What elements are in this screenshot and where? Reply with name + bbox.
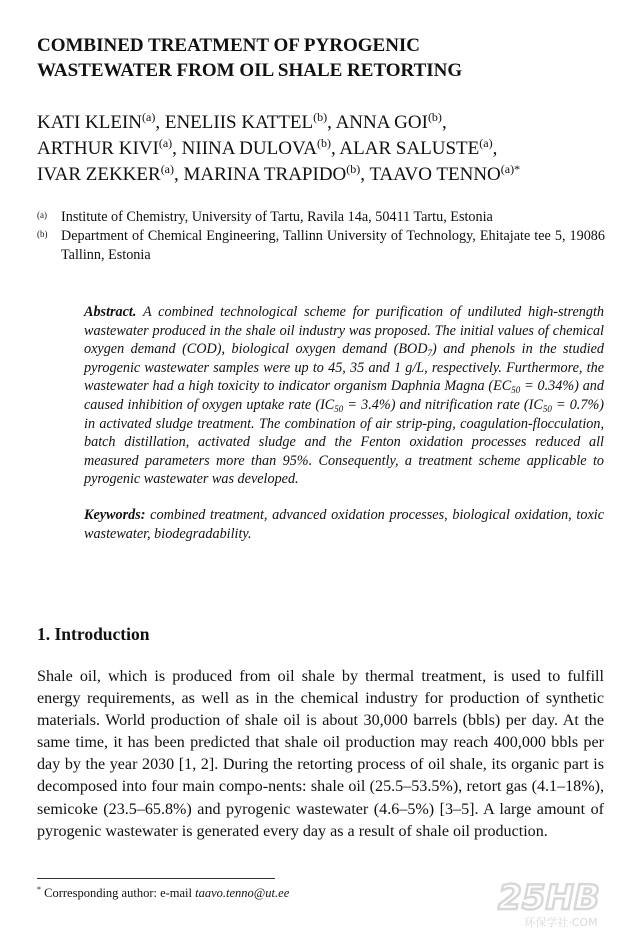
author-separator: ,: [172, 138, 182, 159]
author-affiliation-mark: (b): [316, 136, 331, 150]
author-name: ARTHUR KIVI: [37, 138, 159, 159]
author-name: KATI KLEIN: [37, 112, 143, 133]
abstract-block: [84, 303, 604, 543]
subscript: 50: [542, 403, 552, 414]
footnote-divider: [37, 878, 275, 879]
affiliation-list: [37, 208, 605, 265]
author-separator: ,: [360, 164, 370, 185]
author-affiliation-mark: (b): [313, 110, 328, 124]
introduction-paragraph: Shale oil, which is produced from oil shale by thermal treatment, is used to fulfill energy requirements, as well as in the chemical industry for production of synthetic materials. World production of shale oil is about 30,000 barrels (bbls) per day. At the same time, it has been predicted that shale oil production may reach 400,000 bbls per day by the year 2030 [1, 2]. During the retorting process of oil shale, its organic part is decomposed into four main compo-nents: shale oil (25.5–53.5%), retort gas (4.1–18%), semicoke (23.5–65.8%) and pyrogenic wastewater (4.6–5%) [3–5]. A large amount of pyrogenic wastewater is generated every day as a result of shale oil production.: [37, 668, 604, 840]
affiliation-mark: (a): [37, 210, 47, 220]
author-affiliation-mark: (a)*: [500, 162, 521, 176]
keywords-paragraph: [84, 506, 604, 543]
abstract-text: A combined technological scheme for purification of undiluted high-strength wastewater produced in the shale oil industry was proposed. The initial values of chemical oxygen demand (COD), biological oxygen demand (BOD: [84, 304, 604, 358]
author-separator: ,: [441, 112, 447, 133]
keywords-label: Keywords:: [84, 506, 146, 523]
author-affiliation-mark: (a): [158, 136, 173, 150]
author-separator: ,: [330, 138, 340, 159]
abstract-label: Abstract.: [84, 304, 137, 320]
author-list: [37, 110, 617, 188]
subscript: 7: [427, 348, 433, 359]
footnote: [37, 885, 289, 901]
author-affiliation-mark: (a): [142, 110, 156, 124]
abstract-text: = 0.7%) in activated sludge treatment. The combination of air strip-ping, coagulation-flocculation, batch distillation, activated sludge and the Fenton oxidation processes reduced all measured parameters more than 95%. Consequently, a treatment scheme applicable to pyrogenic wastewater was developed.: [84, 396, 604, 488]
subscript: 50: [334, 403, 344, 414]
author-affiliation-mark: (a): [479, 136, 493, 150]
author-affiliation-mark: (b): [427, 110, 442, 124]
affiliation-text: Department of Chemical Engineering, Tallinn University of Technology, Ehitajate tee 5, 19086 Tallinn, Estonia: [61, 228, 605, 263]
keywords-text: combined treatment, advanced oxidation processes, biological oxidation, toxic wastewater, biodegradability.: [84, 506, 604, 542]
watermark-subtitle: 环保学社·COM: [524, 916, 598, 929]
author-name: TAAVO TENNO: [369, 164, 501, 185]
watermark-logo-text: 25HB: [498, 878, 600, 918]
abstract-text: = 3.4%) and nitrification rate (IC: [343, 396, 543, 413]
affiliation-b: [37, 227, 605, 265]
affiliation-mark: (b): [37, 229, 48, 239]
affiliation-text: Institute of Chemistry, University of Tartu, Ravila 14a, 50411 Tartu, Estonia: [61, 209, 493, 225]
footnote-mark: *: [37, 885, 41, 894]
affiliation-a: [37, 208, 605, 227]
paper-title: [37, 33, 617, 83]
author-name: ENELIIS KATTEL: [164, 112, 314, 133]
author-separator: ,: [327, 112, 336, 133]
abstract-text: = 0.34%) and caused inhibition of oxygen uptake rate (IC: [84, 378, 604, 413]
watermark-logo: [465, 873, 633, 929]
author-name: IVAR ZEKKER: [37, 164, 161, 185]
footnote-text: Corresponding author: e-mail: [41, 886, 196, 900]
author-separator: ,: [492, 138, 498, 159]
author-name: MARINA TRAPIDO: [183, 164, 347, 185]
title-line-1: COMBINED TREATMENT OF PYROGENIC: [37, 35, 421, 56]
author-separator: ,: [155, 112, 165, 133]
abstract-paragraph: [84, 303, 604, 489]
footnote-email: taavo.tenno@ut.ee: [195, 886, 290, 900]
author-name: NIINA DULOVA: [181, 138, 317, 159]
subscript: 50: [511, 385, 521, 396]
author-affiliation-mark: (a): [160, 162, 175, 176]
title-line-2: WASTEWATER FROM OIL SHALE RETORTING: [37, 60, 463, 81]
author-name: ANNA GOI: [335, 112, 428, 133]
author-line-3: [37, 162, 617, 188]
author-separator: ,: [174, 164, 184, 185]
author-line-1: [37, 110, 617, 136]
author-affiliation-mark: (b): [346, 162, 361, 176]
section-heading: 1. Introduction: [37, 624, 150, 644]
abstract-text: ) and phenols in the studied pyrogenic wastewater samples were up to 45, 35 and 1 g/L, respectively. Furthermore, the wastewater had a high toxicity to indicator organism Daphnia Magna (EC: [84, 341, 605, 395]
author-name: ALAR SALUSTE: [339, 138, 480, 159]
author-line-2: [37, 136, 617, 162]
